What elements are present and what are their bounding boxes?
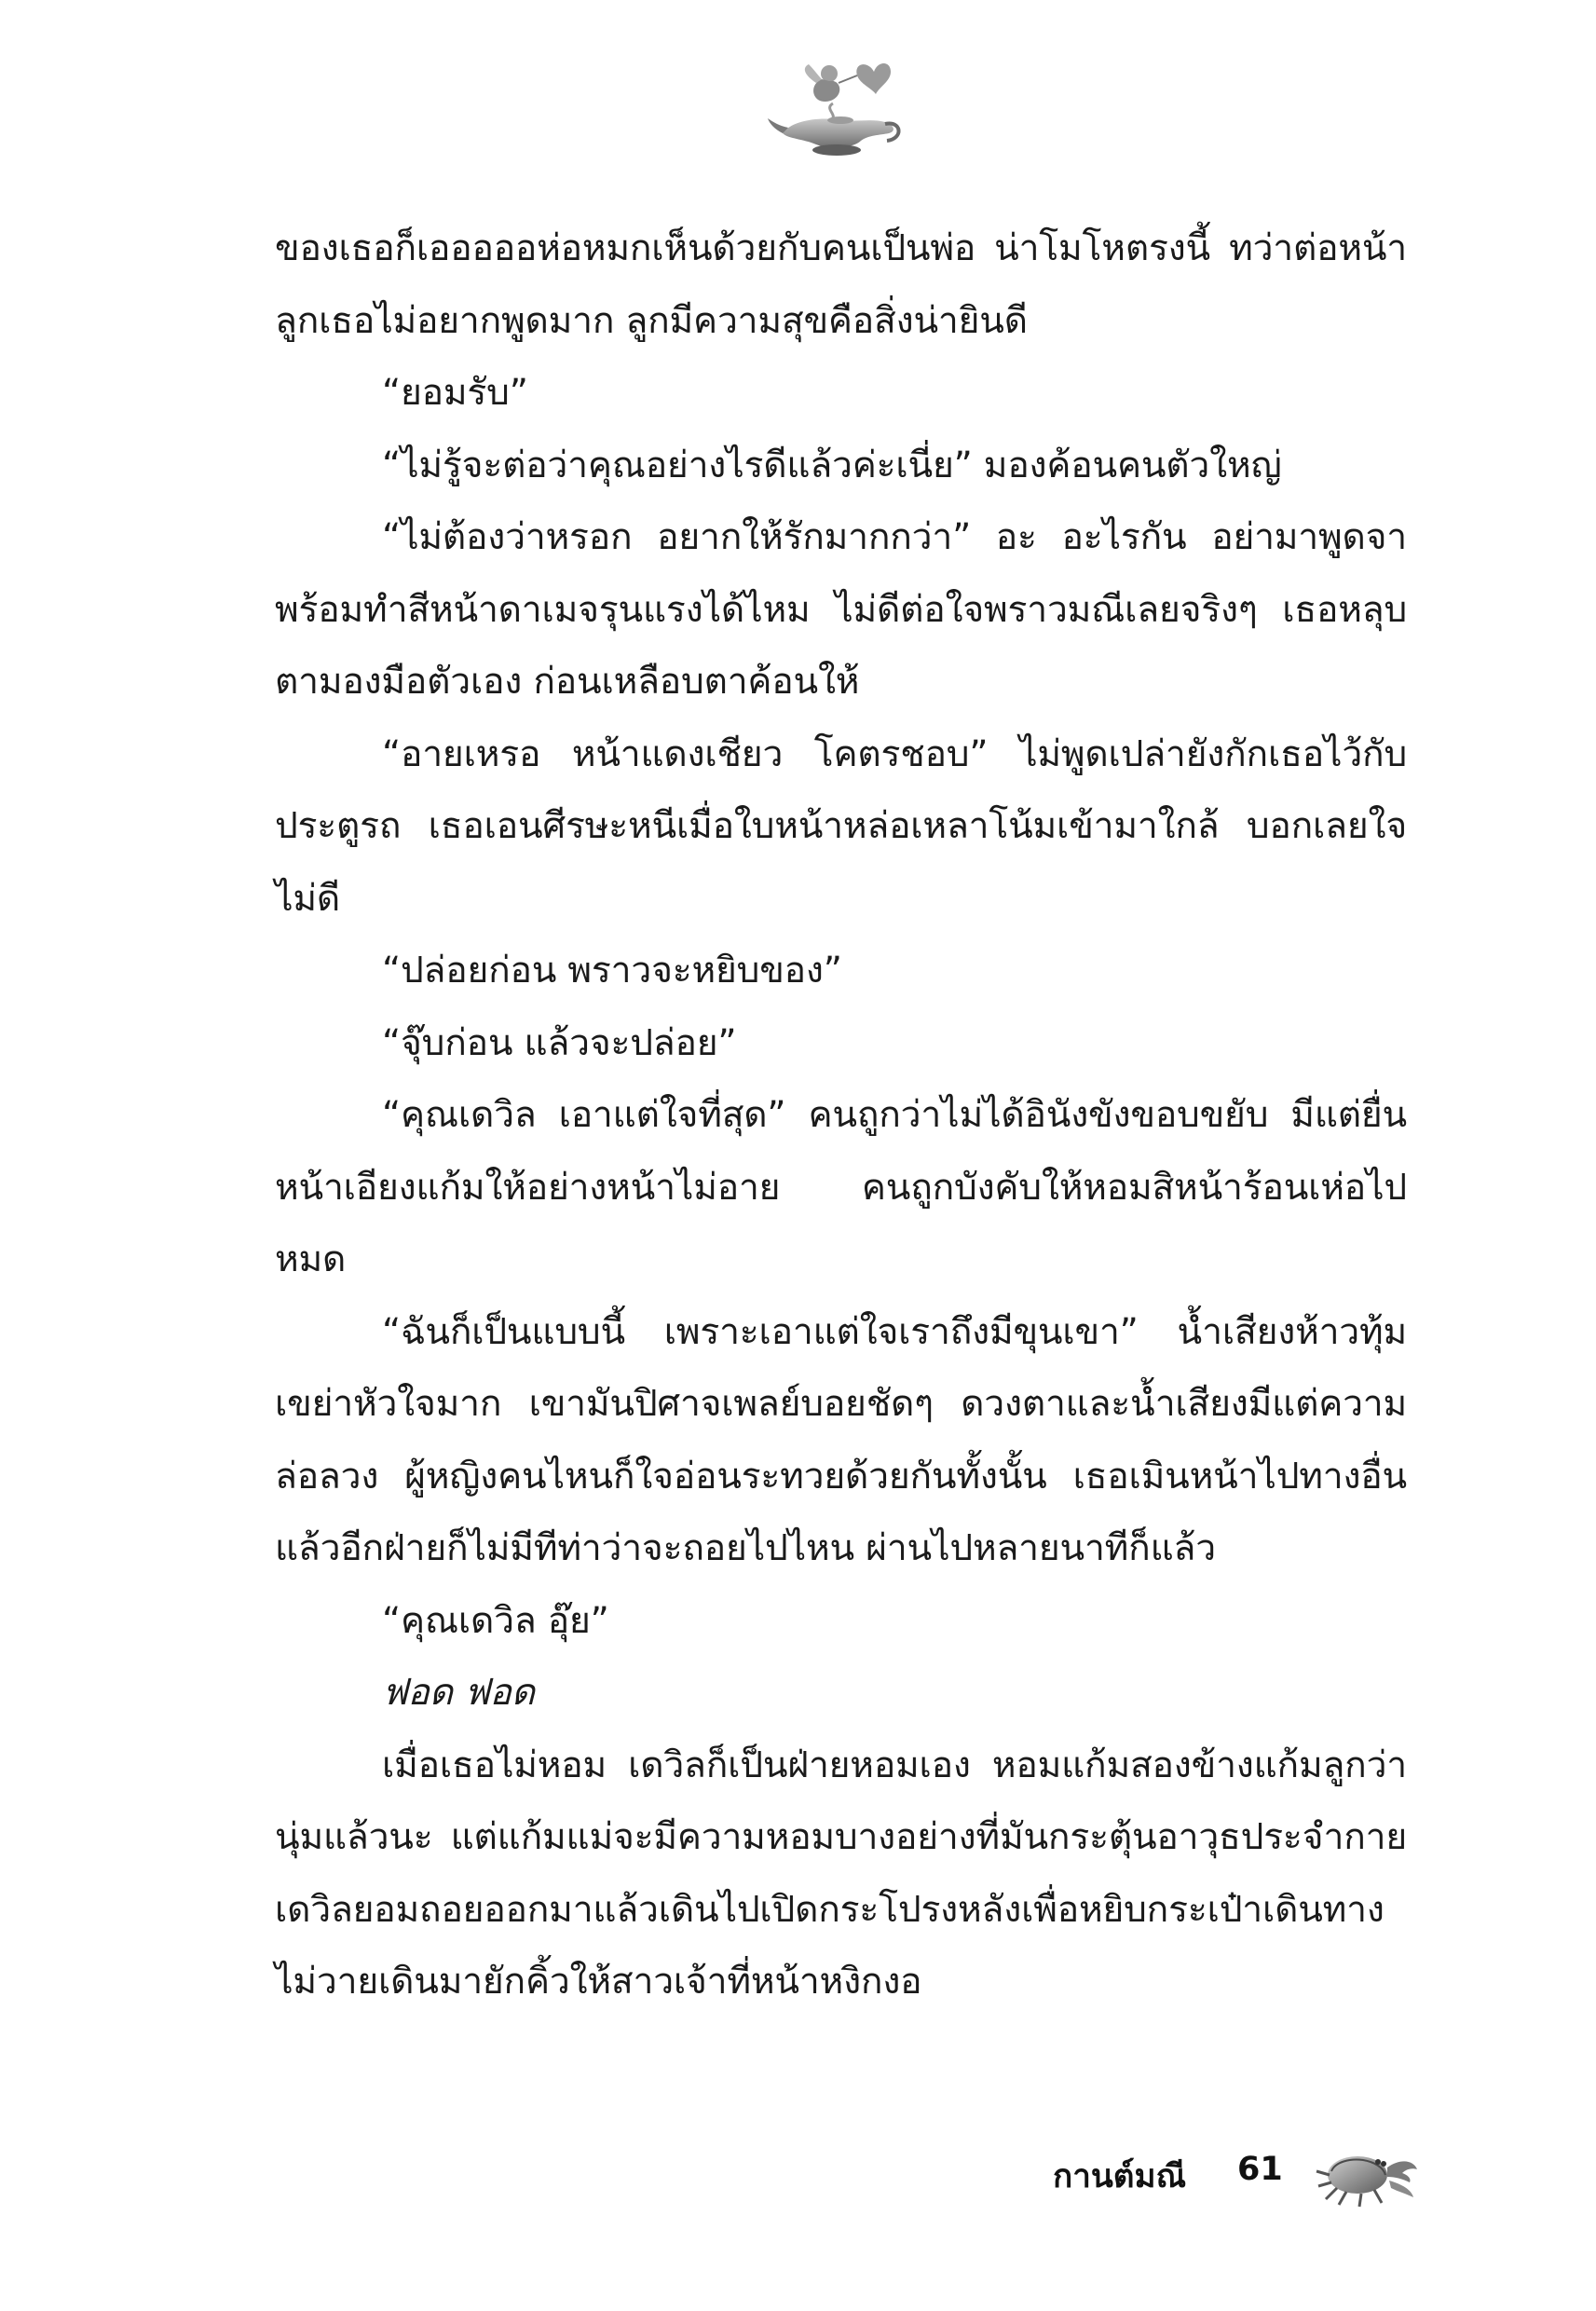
body-text bbox=[275, 212, 1407, 2018]
paragraph-4: “ไม่ต้องว่าหรอก อยากให้รักมากกว่า” อะ อะไรกัน อย่ามาพูดจาพร้อมทำสีหน้าดาเมจรุนแรงได้ไหม ไม่ดีต่อใจพราวมณีเลยจริงๆ เธอหลุบตามองมือตัวเอง ก่อนเหลือบตาค้อนให้ bbox=[275, 516, 1407, 703]
crab-icon bbox=[1309, 2134, 1439, 2208]
paragraph-12: เมื่อเธอไม่หอม เดวิลก็เป็นฝ่ายหอมเอง หอมแก้มสองข้างแก้มลูกว่านุ่มแล้วนะ แต่แก้มแม่จะมีความหอมบางอย่างที่มันกระตุ้นอาวุธประจำกาย เดวิลยอมถอยออกมาแล้วเดินไปเปิดกระโปรงหลังเพื่อหยิบกระเป๋าเดินทาง ไม่วายเดินมายักคิ้วให้สาวเจ้าที่หน้าหงิกงอ bbox=[275, 1744, 1407, 2003]
paragraph-1: ของเธอก็เอออออห่อหมกเห็นด้วยกับคนเป็นพ่อ น่าโมโหตรงนี้ ทว่าต่อหน้าลูกเธอไม่อยากพูดมาก ลูกมีความสุขคือสิ่งน่ายินดี bbox=[275, 227, 1407, 342]
paragraph-9: “ฉันก็เป็นแบบนี้ เพราะเอาแต่ใจเราถึงมีขุนเขา” น้ำเสียงห้าวทุ้มเขย่าหัวใจมาก เขามันปิศาจเพลย์บอยชัดๆ ดวงตาและน้ำเสียงมีแต่ความล่อลวง ผู้หญิงคนไหนก็ใจอ่อนระทวยด้วยกันทั้งนั้น เธอเมินหน้าไปทางอื่น แล้วอีกฝ่ายก็ไม่มีทีท่าว่าจะถอยไปไหน ผ่านไปหลายนาทีก็แล้ว bbox=[275, 1310, 1407, 1569]
paragraph-5: “อายเหรอ หน้าแดงเชียว โคตรชอบ” ไม่พูดเปล่ายังกักเธอไว้กับประตูรถ เธอเอนศีรษะหนีเมื่อใบหน้าหล่อเหลาโน้มเข้ามาใกล้ บอกเลยใจไม่ดี bbox=[275, 732, 1407, 920]
paragraph-10: “คุณเดวิล อุ๊ย” bbox=[382, 1599, 609, 1642]
paragraph-3: “ไม่รู้จะต่อว่าคุณอย่างไรดีแล้วค่ะเนี่ย” มองค้อนคนตัวใหญ่ bbox=[382, 444, 1282, 486]
paragraph-11-sound-effect: ฟอด ฟอด bbox=[382, 1672, 535, 1714]
book-title: กานต์มณี bbox=[1053, 2158, 1187, 2195]
page-footer bbox=[1053, 2134, 1463, 2218]
paragraph-7: “จุ๊บก่อน แล้วจะปล่อย” bbox=[382, 1021, 737, 1064]
genie-lamp-icon bbox=[764, 51, 913, 163]
page-number: 61 bbox=[1237, 2151, 1283, 2188]
paragraph-8: “คุณเดวิล เอาแต่ใจที่สุด” คนถูกว่าไม่ได้อินังขังขอบขยับ มีแต่ยื่นหน้าเอียงแก้มให้อย่างหน้าไม่อาย คนถูกบังคับให้หอมสิหน้าร้อนเห่อไปหมด bbox=[275, 1094, 1407, 1280]
paragraph-6: “ปล่อยก่อน พราวจะหยิบของ” bbox=[382, 950, 842, 991]
paragraph-2: “ยอมรับ” bbox=[382, 372, 528, 414]
